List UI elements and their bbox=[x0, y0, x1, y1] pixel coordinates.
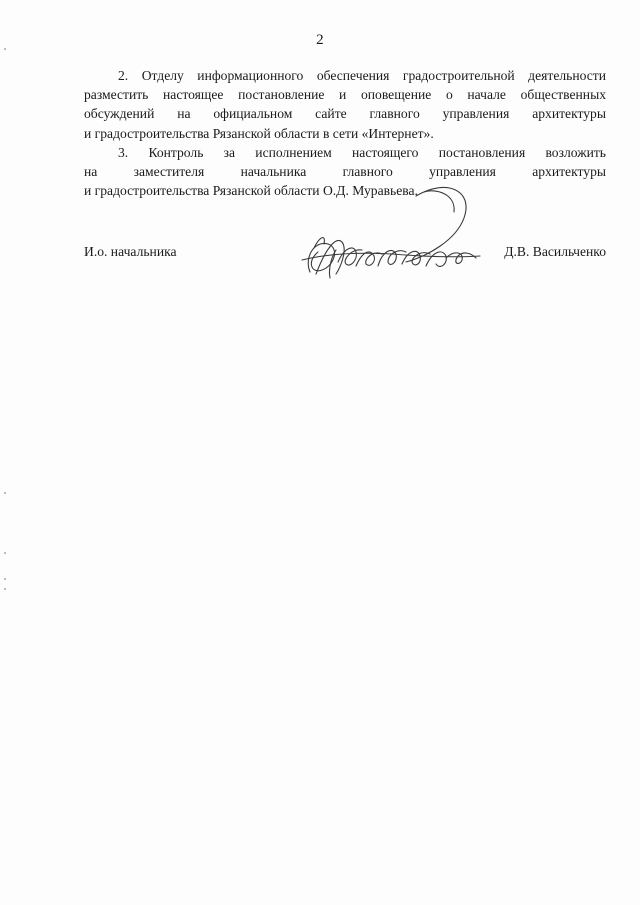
paragraph-line: и градостроительства Рязанской области О.Д. Муравьева. bbox=[84, 183, 418, 199]
paragraph-line: 2. Отделу информационного обеспечения градостроительной деятельности bbox=[118, 68, 606, 83]
paragraph-line: разместить настоящее постановление и оповещение о начале общественных bbox=[84, 87, 606, 103]
scan-margin-mark bbox=[4, 492, 6, 494]
signatory-name: Д.В. Васильченко bbox=[504, 244, 606, 259]
page-number: 2 bbox=[316, 32, 324, 48]
paragraph-line: 3. Контроль за исполнением настоящего постановления возложить bbox=[118, 144, 606, 160]
paragraph-line: обсуждений на официальном сайте главного управления архитектуры bbox=[84, 106, 606, 122]
scan-margin-mark bbox=[4, 578, 6, 580]
scan-margin-mark bbox=[4, 552, 6, 554]
paragraph-2 bbox=[84, 66, 606, 143]
scan-margin-mark bbox=[4, 48, 6, 50]
paragraph-line: на заместителя начальника главного управления архитектуры bbox=[84, 164, 606, 180]
paragraph-line: и градостроительства Рязанской области в сети «Интернет». bbox=[84, 125, 434, 141]
signatory-role: И.о. начальника bbox=[84, 244, 177, 259]
scan-margin-mark bbox=[4, 588, 6, 590]
handwritten-signature bbox=[296, 178, 486, 288]
